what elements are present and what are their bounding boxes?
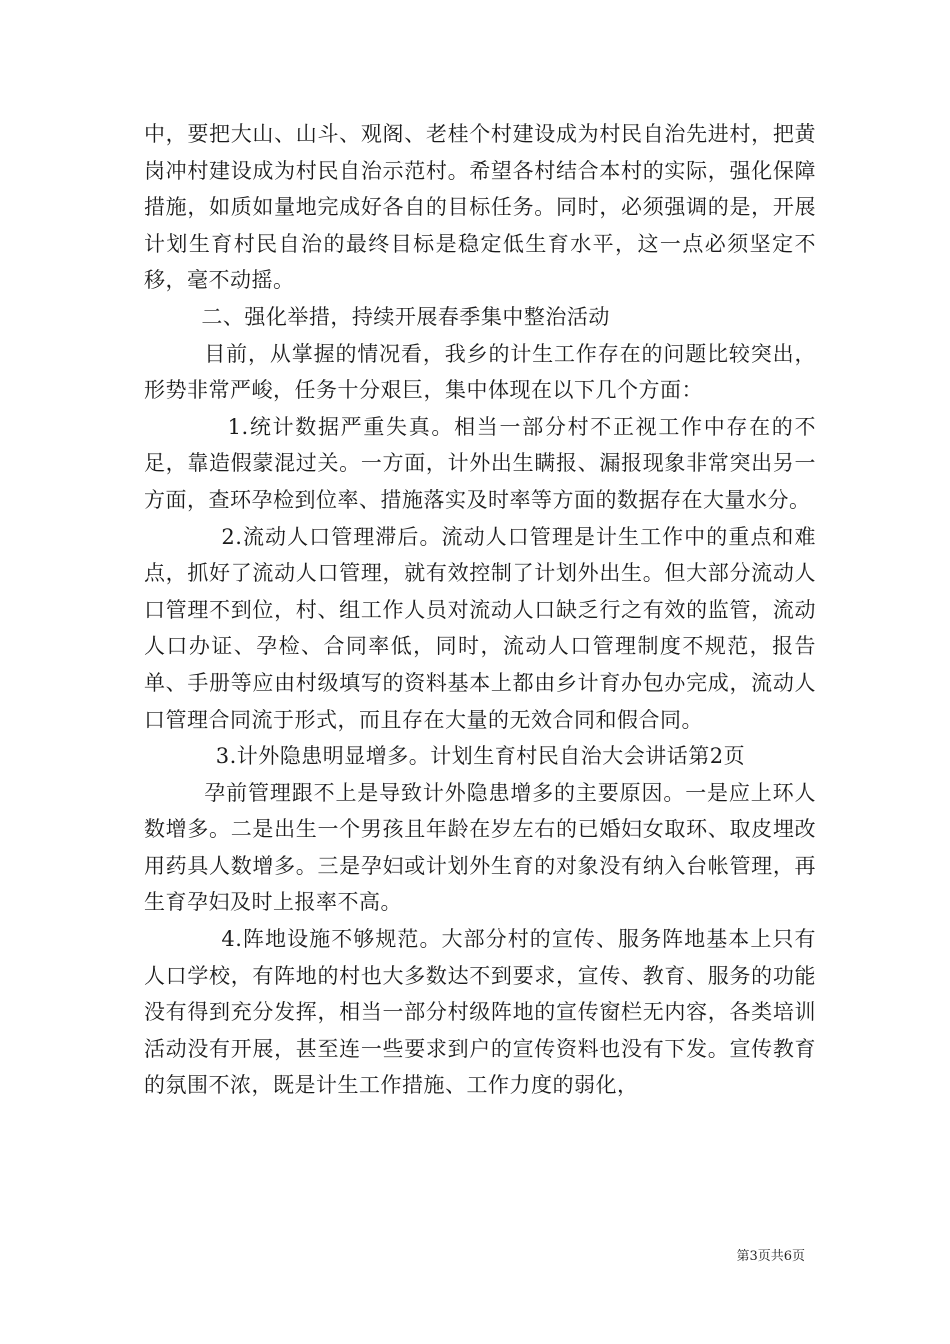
- paragraph-situation: 目前，从掌握的情况看，我乡的计生工作存在的问题比较突出，形势非常严峻，任务十分艰巨，集中体现在以下几个方面：: [144, 341, 816, 403]
- document-body: [144, 116, 816, 1104]
- section-heading: 二、强化举措，持续开展春季集中整治活动: [144, 304, 610, 329]
- paragraph-item-1: 1.统计数据严重失真。相当一部分村不正视工作中存在的不足，靠造假蒙混过关。一方面，计外出生瞒报、漏报现象非常突出另一方面，查环孕检到位率、措施落实及时率等方面的数据存在大量水分。: [144, 414, 816, 512]
- page-number: 第3页共6页: [736, 1249, 805, 1264]
- paragraph-item-3-detail: 孕前管理跟不上是导致计外隐患增多的主要原因。一是应上环人数增多。二是出生一个男孩且年龄在岁左右的已婚妇女取环、取皮埋改用药具人数增多。三是孕妇或计划外生育的对象没有纳入台帐管理，再生育孕妇及时上报率不高。: [144, 780, 816, 915]
- paragraph-item-2: 2.流动人口管理滞后。流动人口管理是计生工作中的重点和难点，抓好了流动人口管理，就有效控制了计划外出生。但大部分流动人口管理不到位，村、组工作人员对流动人口缺乏行之有效的监管，流动人口办证、孕检、合同率低，同时，流动人口管理制度不规范，报告单、手册等应由村级填写的资料基本上都由乡计育办包办完成，流动人口管理合同流于形式，而且存在大量的无效合同和假合同。: [144, 524, 816, 732]
- paragraph-item-4: 4.阵地设施不够规范。大部分村的宣传、服务阵地基本上只有人口学校，有阵地的村也大多数达不到要求，宣传、教育、服务的功能没有得到充分发挥，相当一部分村级阵地的宣传窗栏无内容，各类培训活动没有开展，甚至连一些要求到户的宣传资料也没有下发。宣传教育的氛围不浓，既是计生工作措施、工作力度的弱化，: [144, 927, 816, 1098]
- paragraph-intro: 中，要把大山、山斗、观阁、老桂个村建设成为村民自治先进村，把黄岗冲村建设成为村民自治示范村。希望各村结合本村的实际，强化保障措施，如质如量地完成好各自的目标任务。同时，必须强调的是，开展计划生育村民自治的最终目标是稳定低生育水平，这一点必须坚定不移，毫不动摇。: [144, 122, 816, 293]
- paragraph-item-3: 3.计外隐患明显增多。计划生育村民自治大会讲话第2页: [144, 744, 746, 769]
